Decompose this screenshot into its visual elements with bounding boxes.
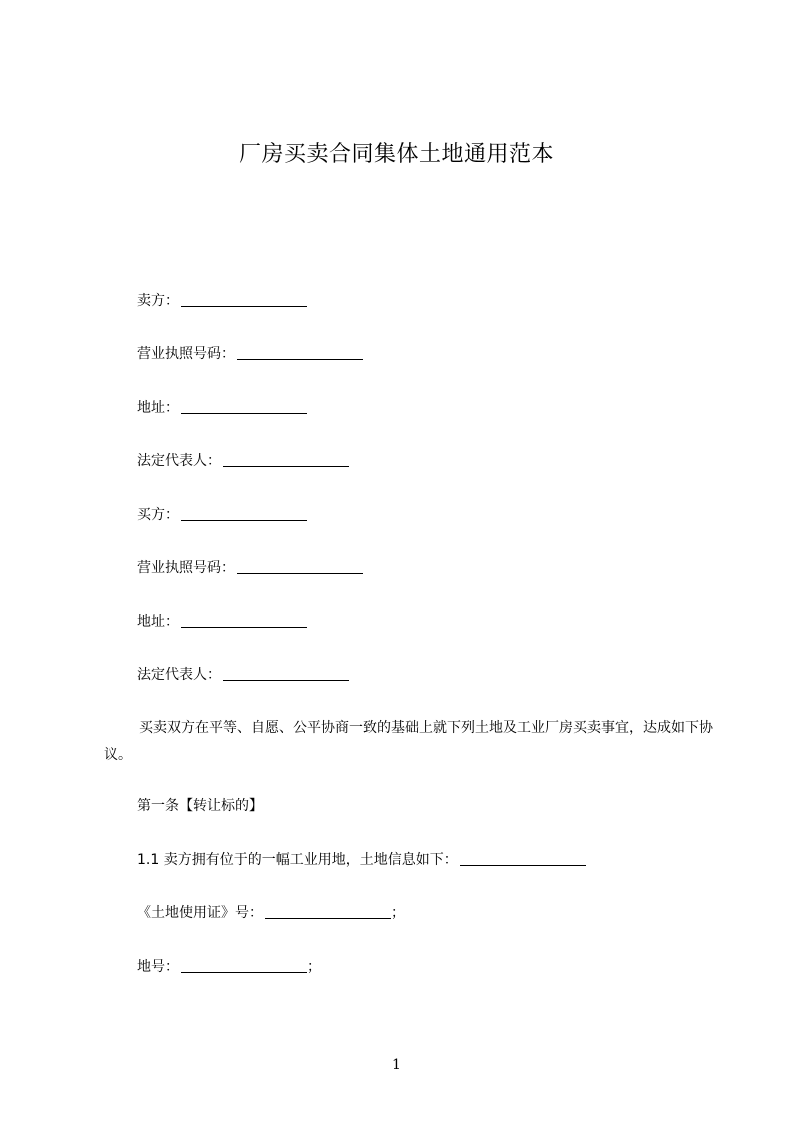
buyer-address-line [137,612,307,632]
seller-legal-rep-blank [223,452,349,467]
land-number-line [137,957,321,977]
seller-address-blank [181,399,307,414]
clause-1-1-blank [460,851,586,866]
buyer-legal-rep-line [137,665,349,685]
buyer-address-blank [181,613,307,628]
buyer-line [137,505,307,525]
buyer-legal-rep-blank [223,666,349,681]
seller-legal-rep-line [137,451,349,471]
land-number-label: 地号： [137,959,179,975]
land-number-blank [181,958,307,973]
seller-license-blank [237,345,363,360]
seller-license-line [137,344,363,364]
seller-legal-rep-label: 法定代表人： [137,453,221,469]
buyer-license-blank [237,559,363,574]
buyer-blank [181,506,307,521]
buyer-label: 买方： [137,507,179,523]
buyer-license-line [137,558,363,578]
seller-label: 卖方： [137,293,179,309]
seller-address-label: 地址： [137,400,179,416]
buyer-license-label: 营业执照号码： [137,560,235,576]
document-title: 厂房买卖合同集体土地通用范本 [238,142,554,167]
buyer-legal-rep-label: 法定代表人： [137,667,221,683]
land-certificate-blank [265,904,391,919]
seller-blank [181,292,307,307]
intro-paragraph: 买卖双方在平等、自愿、公平协商一致的基础上就下列土地及工业厂房买卖事宜，达成如下协议。 [104,720,713,763]
seller-license-label: 营业执照号码： [137,346,235,362]
clause-1-1-text: 1.1 卖方拥有位于的一幅工业用地，土地信息如下： [137,852,458,868]
seller-address-line [137,398,307,418]
land-certificate-line [137,903,405,923]
land-certificate-end: ； [391,905,405,921]
clause-1-1-line [137,850,586,870]
article-1-heading: 第一条【转让标的】 [137,798,263,814]
buyer-address-label: 地址： [137,614,179,630]
land-number-end: ； [307,959,321,975]
land-certificate-label: 《土地使用证》号： [137,905,263,921]
seller-line [137,291,307,311]
page-number: 1 [392,1057,401,1073]
